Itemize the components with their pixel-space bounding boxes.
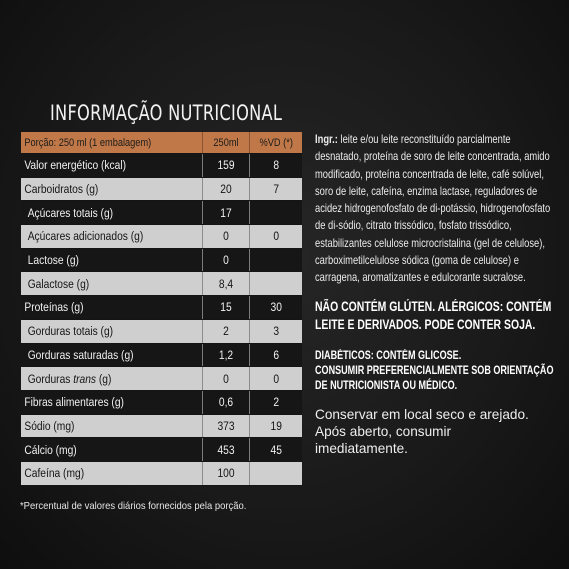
nutrient-label: Açúcares adicionados (g): [27, 229, 144, 244]
nutrient-amount: 0: [222, 371, 229, 386]
nutrient-amount: 0: [222, 253, 229, 268]
nutrient-label: Galactose (g): [27, 276, 90, 291]
allergens-block: [315, 298, 569, 334]
ingredients-line: carragena, aromatizantes e edulcorante sucralose.: [315, 270, 526, 285]
table-row: [21, 461, 302, 485]
column-250ml: 250ml: [212, 136, 239, 149]
nutrient-label: Valor energético (kcal): [24, 158, 127, 173]
ingredients-text: leite e/ou leite reconstituído parcialmente: [337, 132, 511, 146]
nutrition-table: [21, 132, 302, 486]
nutrient-amount: 1,2: [218, 347, 233, 362]
nutrient-label: Gorduras saturadas (g): [27, 347, 134, 362]
table-row: [21, 414, 302, 438]
allergens-line: NÃO CONTÉM GLÚTEN. ALÉRGICOS: CONTÉM: [315, 299, 552, 314]
nutrient-vd: 45: [270, 442, 282, 457]
column-vd: %VD (*): [259, 136, 293, 149]
ingredients-line: modificado, proteína concentrada de leite, café solúvel,: [315, 166, 544, 181]
nutrient-label: Lactose (g): [27, 253, 79, 268]
nutrient-amount: 159: [216, 158, 235, 173]
nutrient-vd: 19: [270, 418, 282, 433]
table-row: [21, 201, 302, 225]
nutrient-amount: 15: [219, 300, 232, 315]
nutrient-vd: 3: [272, 324, 279, 339]
nutrient-vd: 6: [272, 347, 279, 362]
ingredients-line: estabilizantes celulose microcristalina (gel de celulose),: [315, 235, 545, 250]
table-row: [21, 296, 302, 320]
ingredients-line: desnatado, proteína de soro de leite concentrada, amido: [315, 149, 550, 164]
nutrient-vd: 7: [272, 182, 279, 197]
nutrient-amount: 0: [222, 229, 229, 244]
nutrient-amount: 20: [219, 182, 232, 197]
nutrient-vd: 8: [272, 158, 279, 173]
ingredients-lead: Ingr.:: [315, 132, 338, 146]
storage-line: Conservar em local seco e arejado.: [315, 407, 529, 422]
nutrient-amount: 453: [216, 442, 235, 457]
ingredients-line: soro de leite, cafeína, enzima lactase, reguladores de: [315, 183, 538, 198]
table-row: [21, 272, 302, 296]
nutrient-label: Cálcio (mg): [24, 442, 77, 457]
table-row: [21, 177, 302, 201]
nutrient-amount: 0,6: [218, 395, 233, 410]
storage-block: [315, 406, 529, 457]
table-row: [21, 390, 302, 414]
table-row: [21, 154, 302, 178]
nutrient-vd: 30: [270, 300, 282, 315]
table-row: [21, 343, 302, 367]
nutrient-amount: 8,4: [218, 276, 233, 291]
nutrient-amount: 2: [222, 324, 229, 339]
nutrient-vd: 0: [272, 229, 279, 244]
nutrient-label: Cafeína (mg): [24, 466, 85, 481]
footnote: *Percentual de valores diários fornecidos pela porção.: [20, 500, 247, 512]
nutrient-label: Gorduras trans (g): [27, 371, 112, 386]
nutrient-label: Carboidratos (g): [24, 182, 99, 197]
ingredients-line: de di-sódio, citrato trissódico, fosfato trissódico,: [315, 218, 512, 233]
nutrient-vd: 2: [272, 395, 279, 410]
diabetics-line: DE NUTRICIONISTA OU MÉDICO.: [315, 379, 458, 392]
storage-line: Após aberto, consumir: [315, 424, 452, 439]
table-row: [21, 438, 302, 462]
table-header-row: [21, 132, 302, 154]
nutrient-amount: 100: [216, 466, 235, 481]
nutrient-label: Gorduras totais (g): [27, 324, 114, 339]
table-row: [21, 319, 302, 343]
table-row: [21, 225, 302, 249]
table-row: [21, 248, 302, 272]
nutrient-label: Fibras alimentares (g): [24, 395, 124, 410]
nutrition-title: INFORMAÇÃO NUTRICIONAL: [50, 101, 283, 125]
portion-label: Porção: 250 ml (1 embalagem): [24, 136, 152, 149]
table-row: [21, 367, 302, 391]
diabetics-line: DIABÉTICOS: CONTÉM GLICOSE.: [315, 349, 462, 362]
nutrient-label: Açúcares totais (g): [27, 205, 114, 220]
ingredients-block: [315, 131, 569, 287]
nutrient-amount: 373: [216, 418, 235, 433]
storage-line: imediatamente.: [315, 441, 408, 456]
nutrient-label: Proteínas (g): [24, 300, 84, 315]
nutrient-vd: 0: [272, 371, 279, 386]
allergens-line: LEITE E DERIVADOS. PODE CONTER SOJA.: [315, 317, 536, 332]
diabetics-block: [315, 348, 569, 393]
diabetics-line: CONSUMIR PREFERENCIALMENTE SOB ORIENTAÇÃO: [315, 364, 554, 377]
ingredients-line: acidez hidrogenofosfato de di-potássio, hidrogenofosfato: [315, 201, 551, 216]
nutrient-amount: 17: [219, 205, 232, 220]
nutrient-label: Sódio (mg): [24, 418, 75, 433]
ingredients-line: carboximetilcelulose sódica (goma de celulose) e: [315, 253, 519, 268]
ingredients-line: [315, 131, 557, 148]
